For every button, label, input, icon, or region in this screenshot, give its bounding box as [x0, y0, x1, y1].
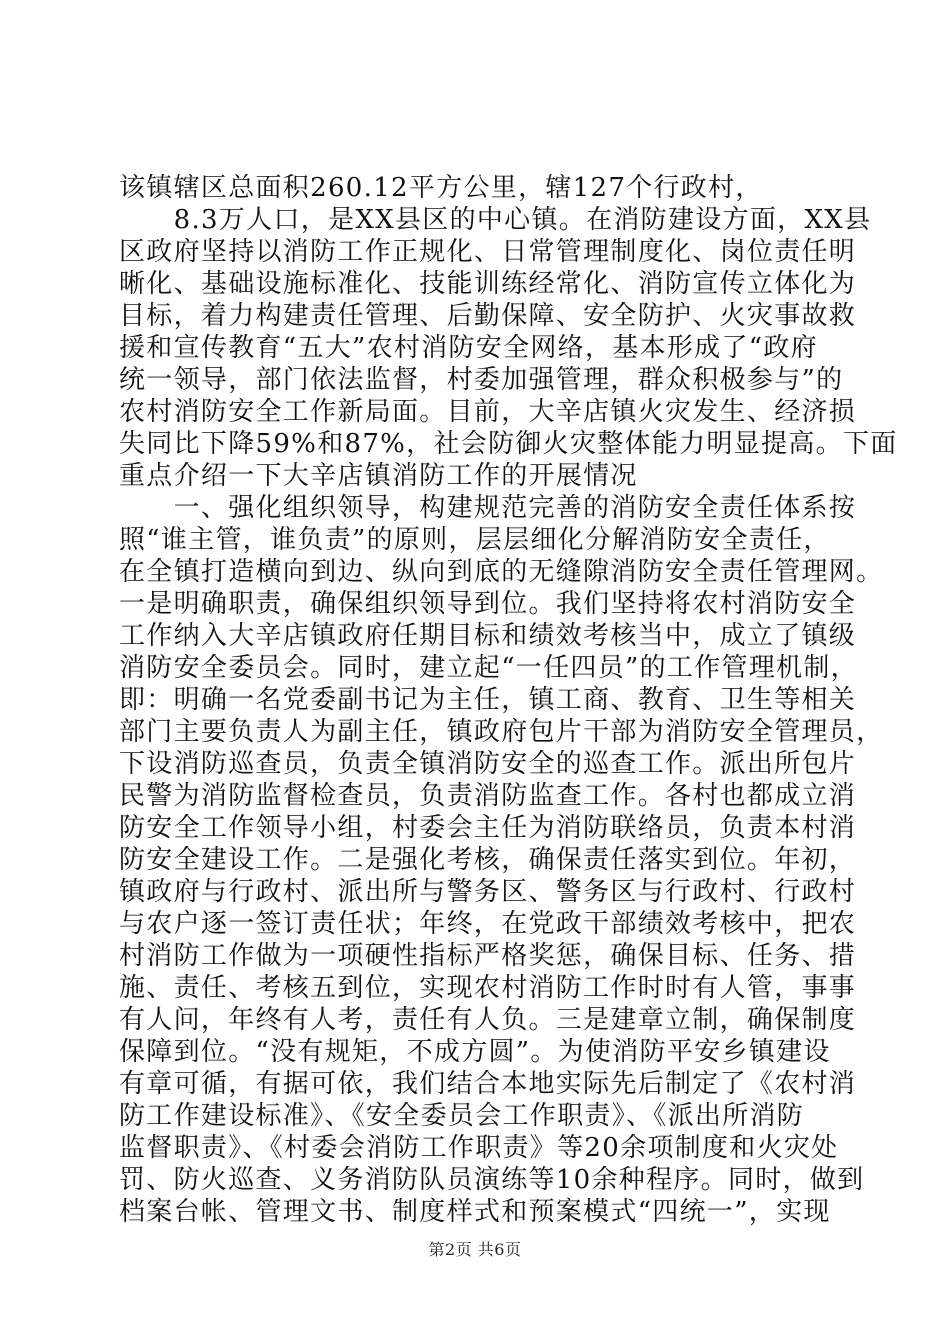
text-line-12: 照“谁主管，谁负责”的原则，层层细化分解消防安全责任，	[119, 525, 831, 555]
text-line-30: 防工作建设标准》、《安全委员会工作职责》、《派出所消防	[119, 1101, 805, 1131]
text-line-17: 即：明确一名党委副书记为主任，镇工商、教育、卫生等相关	[119, 685, 857, 715]
text-line-2: 8.3万人口，是XX县区的中心镇。在消防建设方面，XX县	[119, 205, 872, 235]
text-line-15: 工作纳入大辛店镇政府任期目标和绩效考核当中，成立了镇级	[119, 621, 857, 651]
text-line-11: 一、强化组织领导，构建规范完善的消防安全责任体系按	[119, 493, 857, 523]
text-line-1: 该镇辖区总面积260.12平方公里，辖127个行政村，	[119, 173, 763, 203]
text-line-5: 目标，着力构建责任管理、后勤保障、安全防护、火灾事故救	[119, 301, 857, 331]
text-line-18: 部门主要负责人为副主任，镇政府包片干部为消防安全管理员，	[119, 717, 884, 747]
text-line-32: 罚、防火巡查、义务消防队员演练等10余种程序。同时，做到	[119, 1165, 865, 1195]
text-line-6: 援和宣传教育“五大”农村消防安全网络，基本形成了“政府	[119, 333, 818, 363]
text-line-14: 一是明确职责，确保组织领导到位。我们坚持将农村消防安全	[119, 589, 857, 619]
text-line-26: 施、责任、考核五到位，实现农村消防工作时时有人管，事事	[119, 973, 857, 1003]
text-line-25: 村消防工作做为一项硬性指标严格奖惩，确保目标、任务、措	[119, 941, 857, 971]
text-line-20: 民警为消防监督检查员，负责消防监查工作。各村也都成立消	[119, 781, 857, 811]
text-line-8: 农村消防安全工作新局面。目前，大辛店镇火灾发生、经济损	[119, 397, 857, 427]
text-line-10: 重点介绍一下大辛店镇消防工作的开展情况	[119, 461, 638, 491]
text-line-19: 下设消防巡查员，负责全镇消防安全的巡查工作。派出所包片	[119, 749, 857, 779]
text-line-4: 晰化、基础设施标准化、技能训练经常化、消防宣传立体化为	[119, 269, 857, 299]
text-line-16: 消防安全委员会。同时，建立起“一任四员”的工作管理机制，	[119, 653, 858, 683]
text-line-13: 在全镇打造横向到边、纵向到底的无缝隙消防安全责任管理网。	[119, 557, 884, 587]
text-line-21: 防安全工作领导小组，村委会主任为消防联络员，负责本村消	[119, 813, 857, 843]
text-line-27: 有人问，年终有人考，责任有人负。三是建章立制，确保制度	[119, 1005, 857, 1035]
text-line-31: 监督职责》、《村委会消防工作职责》等20余项制度和火灾处	[119, 1133, 839, 1163]
text-line-28: 保障到位。“没有规矩，不成方圆”。为使消防平安乡镇建设	[119, 1037, 831, 1067]
text-line-24: 与农户逐一签订责任状；年终，在党政干部绩效考核中，把农	[119, 909, 857, 939]
text-line-23: 镇政府与行政村、派出所与警务区、警务区与行政村、行政村	[119, 877, 857, 907]
page-number-footer: 第2页 共6页	[428, 1240, 522, 1259]
text-line-22: 防安全建设工作。二是强化考核，确保责任落实到位。年初，	[119, 845, 857, 875]
text-line-29: 有章可循，有据可依，我们结合本地实际先后制定了《农村消	[119, 1069, 857, 1099]
text-line-3: 区政府坚持以消防工作正规化、日常管理制度化、岗位责任明	[119, 237, 857, 267]
text-line-9: 失同比下降59%和87%，社会防御火灾整体能力明显提高。下面	[119, 429, 898, 459]
text-line-7: 统一领导，部门依法监督，村委加强管理，群众积极参与”的	[119, 365, 844, 395]
text-line-33: 档案台帐、管理文书、制度样式和预案模式“四统一”，实现	[119, 1197, 831, 1227]
